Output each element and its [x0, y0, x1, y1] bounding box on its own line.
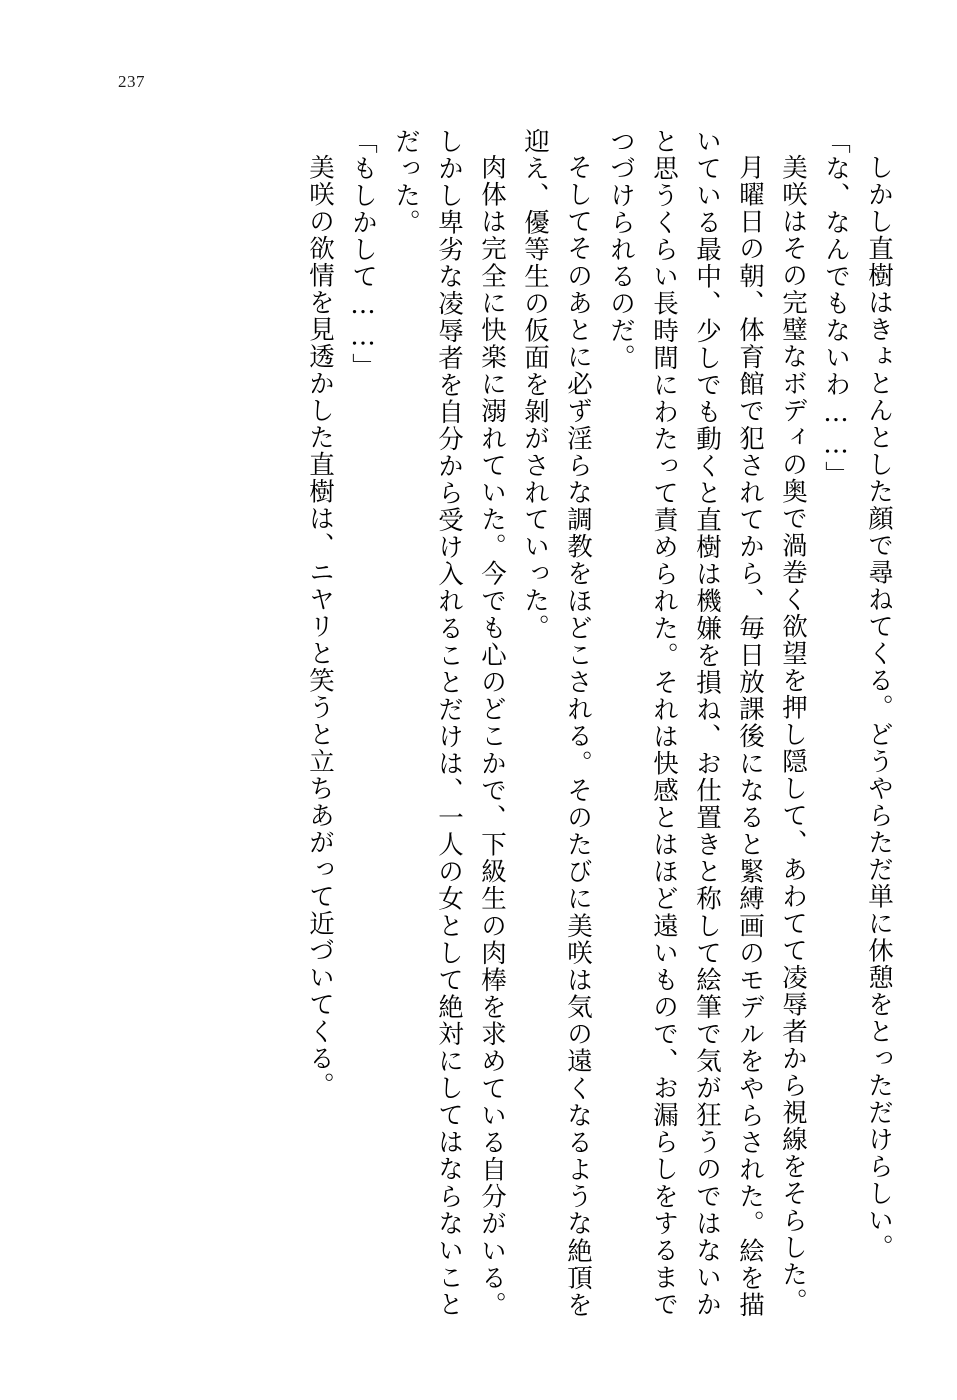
- paragraph: 月曜日の朝、体育館で犯されてから、毎日放課後になると緊縛画のモデルをやらされた。絵を描いている最中、少しでも動くと直樹は機嫌を損ね、お仕置きと称して絵筆で気が狂うのではないかと思うくらい長時間にわたって責められた。それは快感とはほど遠いもので、お漏らしをするまでつづけられるのだ。: [606, 128, 765, 1319]
- page-number: 237: [118, 72, 145, 91]
- paragraph: そしてそのあとに必ず淫らな調教をほどこされる。そのたびに美咲は気の遠くなるような絶頂を迎え、優等生の仮面を剝がされていった。: [520, 128, 593, 1318]
- paragraph: しかし直樹はきょとんとした顔で尋ねてくる。どうやらただ単に休憩をとっただけらしい。: [864, 153, 894, 1261]
- paragraph: 肉体は完全に快楽に溺れていた。今でも心のどこかで、下級生の肉棒を求めている自分がいる。しかし卑劣な凌辱者を自分から受け入れることだけは、一人の女として絶対にしてはならないことだった。: [391, 128, 507, 1319]
- paragraph: 美咲はその完璧なボディの奥で渦巻く欲望を押し隠して、あわてて凌辱者から視線をそらした。: [778, 153, 808, 1315]
- body-text: [70, 128, 900, 1318]
- paragraph-dialogue: 「な、なんでもないわ……」: [821, 128, 851, 488]
- paragraph-dialogue: 「もしかして……」: [348, 128, 378, 380]
- paragraph: 美咲の欲情を見透かした直樹は、ニヤリと笑うと立ちあがって近づいてくる。: [305, 153, 335, 1099]
